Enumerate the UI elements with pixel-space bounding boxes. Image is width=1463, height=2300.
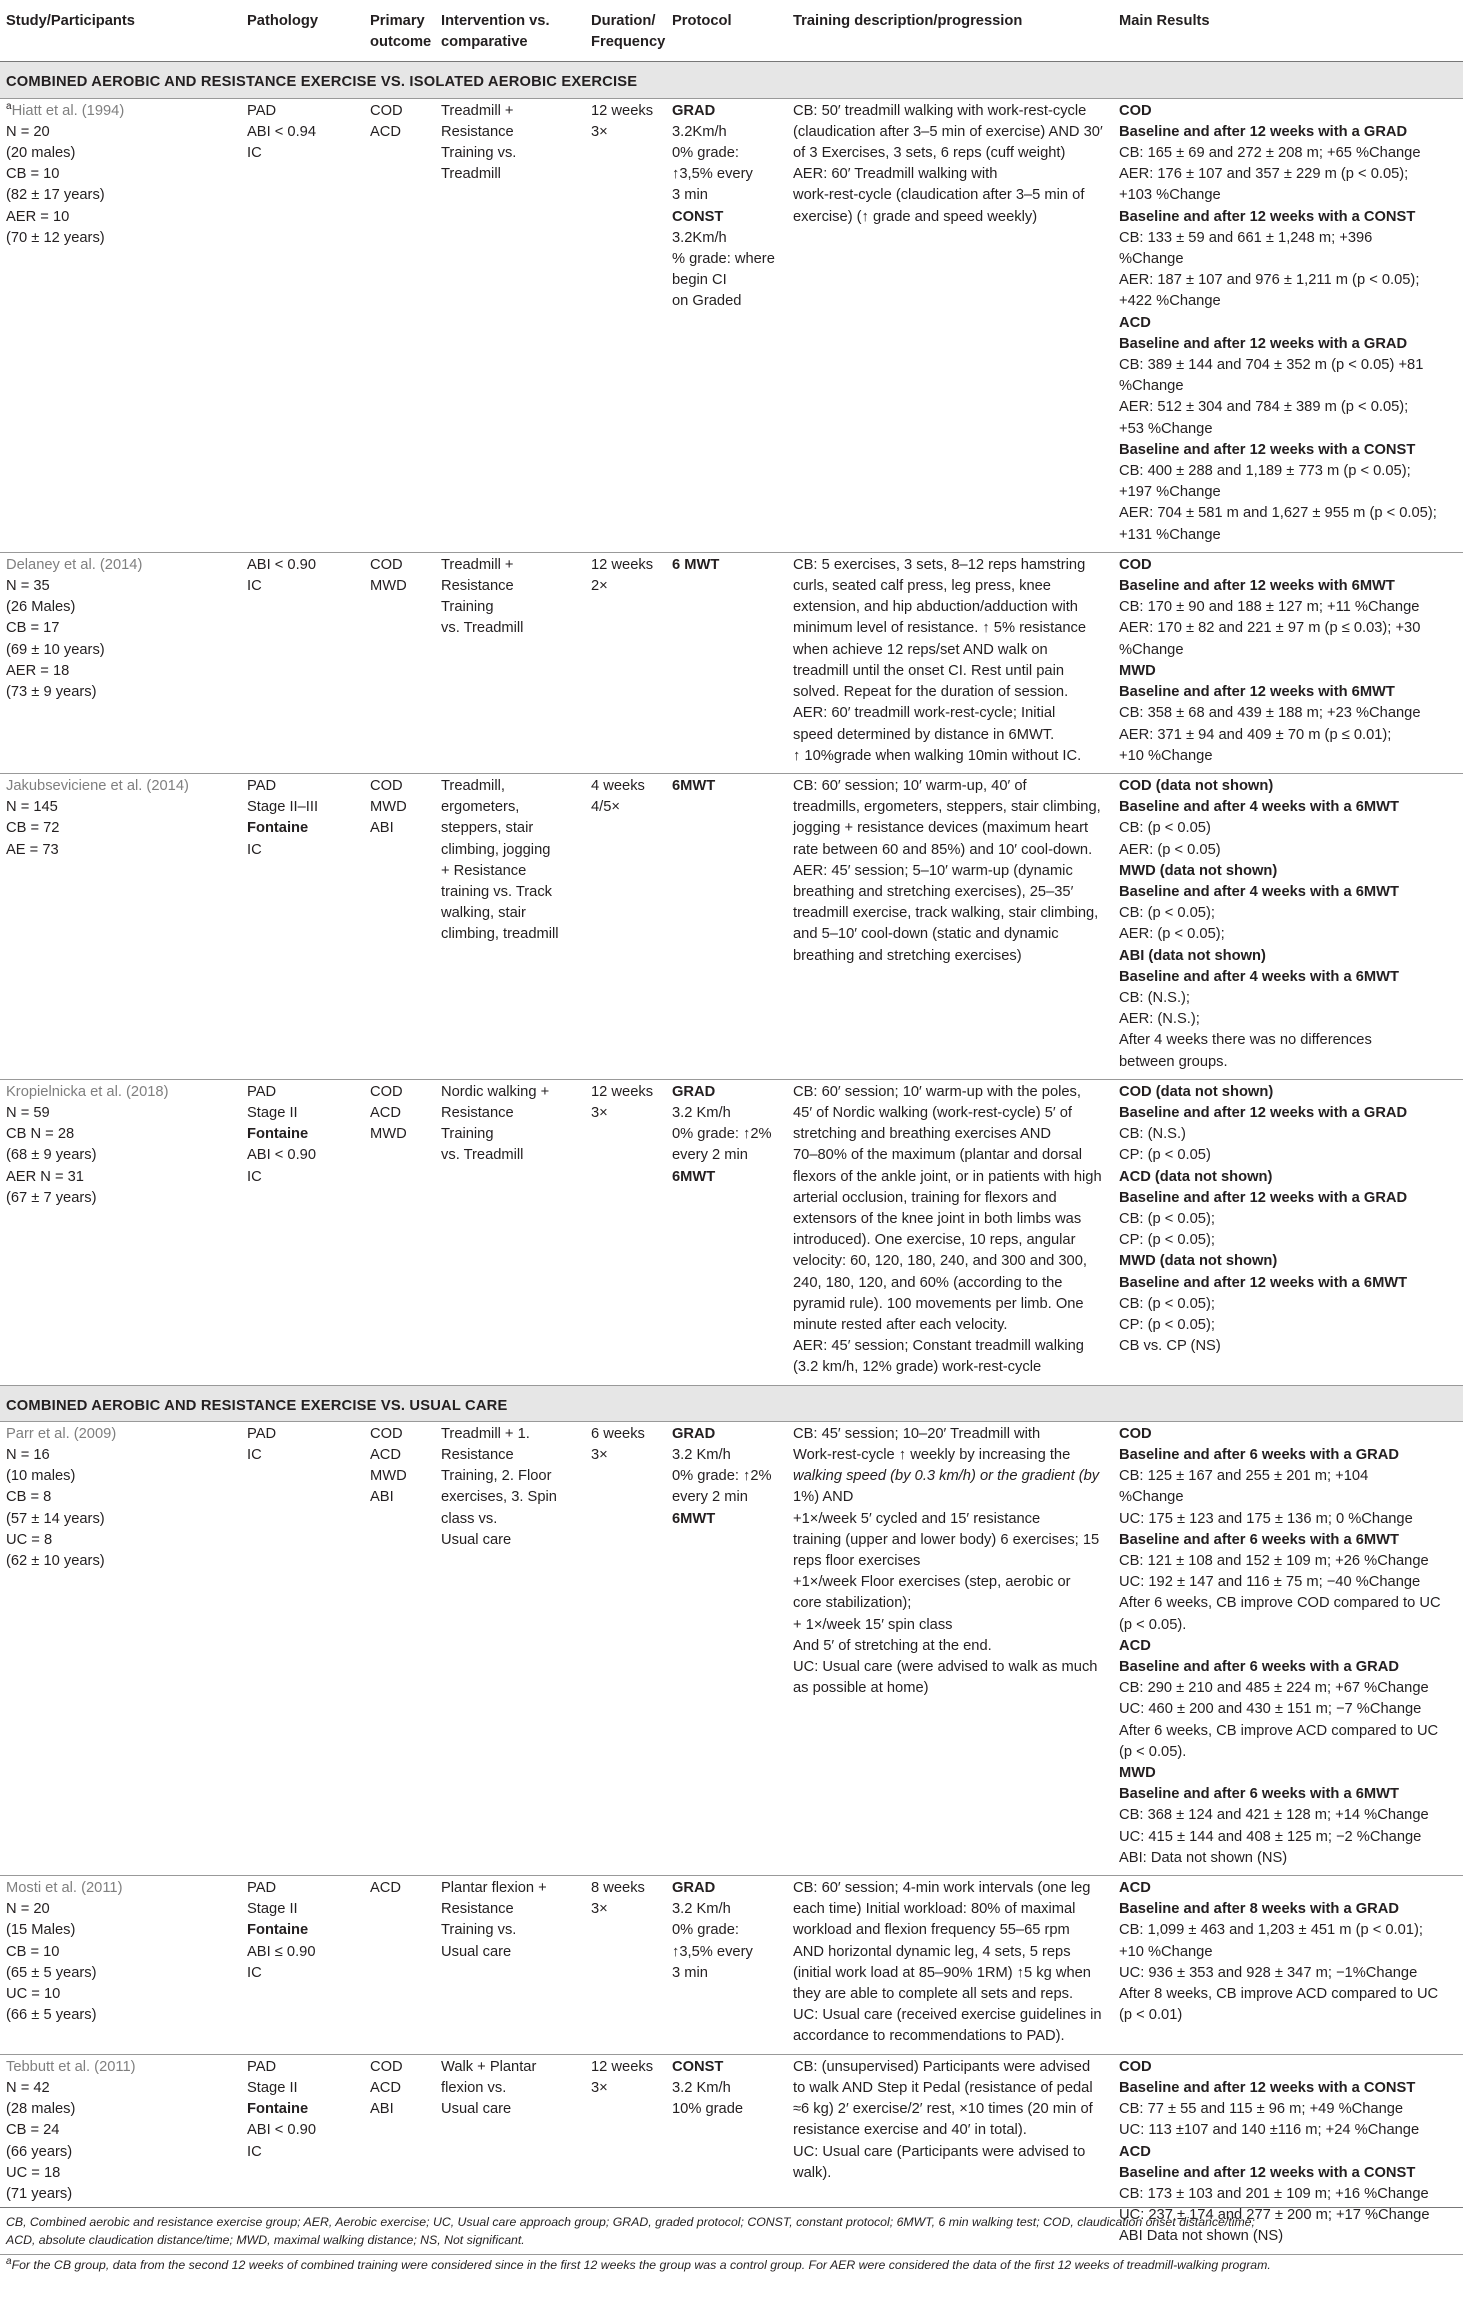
study-participants: Mosti et al. (2011) N = 20 (15 Males) CB = 10 (65 ± 5 years) UC = 10 (66 ± 5 years) — [0, 1876, 241, 2055]
protocol-cell: 6MWT — [672, 777, 716, 794]
pathology-cell: PAD IC — [247, 1425, 277, 1463]
duration-cell: 6 weeks 3× — [591, 1425, 645, 1463]
results-cell: COD Baseline and after 6 weeks with a GRAD CB: 125 ± 167 and 255 ± 201 m; +104 %Change UC: 175 ± 123 and 175 ± 136 m; 0 %Change Baseline and after 6 weeks with a 6MWT CB: 121 ± 108 and 152 ± 109 m; +26 %Change UC: 192 ± 147 and 116 ± 75 m; −40 %Change After 6 weeks, CB improve COD compared to UC (p < 0.05). ACD Baseline and after 6 weeks with a GRAD CB: 290 ± 210 and 485 ± 224 m; +67 %Change UC: 460 ± 200 and 430 ± 151 m; −7 %Change After 6 weeks, CB improve ACD compared to UC (p < 0.05). MWD Baseline and after 6 weeks with a 6MWT CB: 368 ± 124 and 421 ± 128 m; +14 %Change UC: 415 ± 144 and 408 ± 125 m; −2 %Change ABI: Data not shown (NS) — [1119, 1425, 1441, 1866]
study-reference: Jakubseviciene et al. (2014) — [6, 777, 189, 794]
results-cell: COD Baseline and after 12 weeks with a GRAD CB: 165 ± 69 and 272 ± 208 m; +65 %Change AER: 176 ± 107 and 357 ± 229 m (p < 0.05); +103 %Change Baseline and after 12 weeks with a CONST CB: 133 ± 59 and 661 ± 1,248 m; +396 %Change AER: 187 ± 107 and 976 ± 1,211 m (p < 0.05); +422 %Change ACD Baseline and after 12 weeks with a GRAD CB: 389 ± 144 and 704 ± 352 m (p < 0.05) +81 %Change AER: 512 ± 304 and 784 ± 389 m (p < 0.05); +53 %Change Baseline and after 12 weeks with a CONST CB: 400 ± 288 and 1,189 ± 773 m (p < 0.05); +197 %Change AER: 704 ± 581 m and 1,627 ± 955 m (p < 0.05); +131 %Change — [1119, 102, 1437, 543]
outcome-cell: COD MWD — [370, 556, 407, 595]
header-pathology: Pathology — [241, 0, 364, 62]
duration-cell: 12 weeks 3× — [591, 2058, 654, 2096]
study-participants: Tebbutt et al. (2011) N = 42 (28 males) CB = 24 (66 years) UC = 18 (71 years) — [0, 2054, 241, 2254]
intervention-cell: Treadmill + Resistance Training vs. Treadmill — [441, 556, 524, 637]
section-row — [0, 1385, 1463, 1421]
table-row — [0, 1079, 1463, 1385]
duration-cell: 12 weeks 3× — [591, 1083, 654, 1121]
training-cell: CB: 60′ session; 10′ warm-up, 40′ of treadmills, ergometers, steppers, stair climbing, jogging + resistance devices (maximum heart rate between 60 and 85%) and 10′ cool-down. AER: 45′ session; 5–10′ warm-up (dynamic breathing and stretching exercises), 25–35′ treadmill exercise, track walking, stair climbing, and 5–10′ cool-down (static and dynamic breathing and stretching exercises) — [793, 777, 1101, 964]
outcome-cell: COD ACD ABI — [370, 2058, 403, 2118]
table-bottom-rule — [0, 2207, 1463, 2208]
training-cell: CB: 5 exercises, 3 sets, 8–12 reps hamstring curls, seated calf press, leg press, knee extension, and hip abduction/adduction with minimum level of resistance. ↑ 5% resistance when achieve 12 reps/set AND walk on treadmill until the onset CI. Rest until pain solved. Repeat for the duration of session. AER: 60′ treadmill work-rest-cycle; Initial speed determined by distance in 6MWT. ↑ 10%grade when walking 10min without IC. — [793, 556, 1087, 764]
outcome-cell: ACD — [370, 1880, 402, 1897]
study-reference: Kropielnicka et al. (2018) — [6, 1083, 169, 1100]
header-primary-outcome: Primary outcome — [364, 0, 435, 62]
intervention-cell: Treadmill + 1. Resistance Training, 2. Floor exercises, 3. Spin class vs. Usual care — [441, 1425, 557, 1548]
footnote-abbreviations: CB, Combined aerobic and resistance exercise group; AER, Aerobic exercise; UC, Usual care approach group; GRAD, graded protocol; CONST, constant protocol; 6MWT, 6 min walking test; COD, claudication onset distance/time; ACD, absolute claudication distance/time; MWD, maximal walking distance; NS, Not significant. — [6, 2215, 1255, 2247]
duration-cell: 12 weeks 3× — [591, 102, 654, 140]
protocol-cell: GRAD 3.2 Km/h 0% grade: ↑3,5% every 3 min — [672, 1880, 753, 1981]
duration-cell: 4 weeks 4/5× — [591, 777, 645, 816]
intervention-cell: Nordic walking + Resistance Training vs. Treadmill — [441, 1083, 550, 1164]
section-title: COMBINED AEROBIC AND RESISTANCE EXERCISE VS. ISOLATED AEROBIC EXERCISE — [0, 62, 1463, 98]
outcome-cell: COD ACD MWD — [370, 1083, 407, 1143]
results-cell: ACD Baseline and after 8 weeks with a GRAD CB: 1,099 ± 463 and 1,203 ± 451 m (p < 0.01); +10 %Change UC: 936 ± 353 and 928 ± 347 m; −1%Change After 8 weeks, CB improve ACD compared to UC (p < 0.01) — [1119, 1880, 1439, 2024]
study-reference: Parr et al. (2009) — [6, 1425, 117, 1442]
study-participants: Jakubseviciene et al. (2014) N = 145 CB = 72 AE = 73 — [0, 773, 241, 1079]
duration-cell: 12 weeks 2× — [591, 556, 654, 595]
header-training: Training description/progression — [787, 0, 1113, 62]
protocol-cell: GRAD 3.2 Km/h 0% grade: ↑2% every 2 min 6MWT — [672, 1083, 772, 1185]
training-cell: CB: 60′ session; 10′ warm-up with the poles, 45′ of Nordic walking (work-rest-cycle) 5′ of stretching and breathing exercises AND 70–80% of the maximum (plantar and dorsal flexors of the ankle joint, or in patients with high arterial occlusion, training for flexors and extensors of the knee joint in both limbs was introduced). One exercise, 10 reps, angular velocity: 60, 120, 180, 240, and 300 and 300, 240, 180, 120, and 60% (according to the pyramid rule). 100 movements per limb. One minute rested after each velocity. AER: 45′ session; Constant treadmill walking (3.2 km/h, 12% grade) work-rest-cycle — [793, 1083, 1102, 1376]
header-row — [0, 0, 1463, 62]
pathology-cell: PAD Stage II–III Fontaine IC — [247, 777, 319, 858]
study-participants: Kropielnicka et al. (2018) N = 59 CB N = 28 (68 ± 9 years) AER N = 31 (67 ± 7 years) — [0, 1079, 241, 1385]
table-row — [0, 773, 1463, 1079]
header-protocol: Protocol — [666, 0, 787, 62]
outcome-cell: COD MWD ABI — [370, 777, 407, 837]
outcome-cell: COD ACD MWD ABI — [370, 1425, 407, 1506]
results-cell: COD (data not shown) Baseline and after 12 weeks with a GRAD CB: (N.S.) CP: (p < 0.05) ACD (data not shown) Baseline and after 12 weeks with a GRAD CB: (p < 0.05); CP: (p < 0.05); MWD (data not shown) Baseline and after 12 weeks with a 6MWT CB: (p < 0.05); CP: (p < 0.05); CB vs. CP (NS) — [1119, 1083, 1408, 1355]
protocol-cell: 6 MWT — [672, 556, 720, 573]
header-intervention: Intervention vs. comparative — [435, 0, 585, 62]
study-participants: Parr et al. (2009) N = 16 (10 males) CB = 8 (57 ± 14 years) UC = 8 (62 ± 10 years) — [0, 1421, 241, 1875]
pathology-cell: PAD Stage II Fontaine ABI ≤ 0.90 IC — [247, 1880, 316, 1981]
table-row — [0, 1421, 1463, 1875]
study-reference: Mosti et al. (2011) — [6, 1880, 123, 1897]
pathology-cell: PAD ABI < 0.94 IC — [247, 102, 316, 162]
intervention-cell: Walk + Plantar flexion vs. Usual care — [441, 2058, 537, 2118]
study-participants: Delaney et al. (2014) N = 35 (26 Males) CB = 17 (69 ± 10 years) AER = 18 (73 ± 9 years) — [0, 552, 241, 773]
intervention-cell: Treadmill + Resistance Training vs. Treadmill — [441, 102, 517, 183]
header-study: Study/Participants — [0, 0, 241, 62]
results-cell: COD Baseline and after 12 weeks with a CONST CB: 77 ± 55 and 115 ± 96 m; +49 %Change UC: 113 ±107 and 140 ±116 m; +24 %Change ACD Baseline and after 12 weeks with a CONST CB: 173 ± 103 and 201 ± 109 m; +16 %Change UC: 237 ± 174 and 277 ± 200 m; +17 %Change ABI Data not shown (NS) — [1119, 2058, 1430, 2245]
pathology-cell: PAD Stage II Fontaine ABI < 0.90 IC — [247, 1083, 316, 1185]
header-results: Main Results — [1113, 0, 1463, 62]
protocol-cell: CONST 3.2 Km/h 10% grade — [672, 2058, 744, 2118]
pathology-cell: ABI < 0.90 IC — [247, 556, 316, 595]
intervention-cell: Treadmill, ergometers, steppers, stair climbing, jogging + Resistance training vs. Track walking, stair climbing, treadmill — [441, 777, 559, 943]
results-cell: COD Baseline and after 12 weeks with 6MWT CB: 170 ± 90 and 188 ± 127 m; +11 %Change AER: 170 ± 82 and 221 ± 97 m (p ≤ 0.03); +30 %Change MWD Baseline and after 12 weeks with 6MWT CB: 358 ± 68 and 439 ± 188 m; +23 %Change AER: 371 ± 94 and 409 ± 70 m (p ≤ 0.01); +10 %Change — [1119, 556, 1421, 764]
study-reference: Tebbutt et al. (2011) — [6, 2058, 136, 2075]
header-duration: Duration/ Frequency — [585, 0, 666, 62]
table-row — [0, 552, 1463, 773]
results-cell: COD (data not shown) Baseline and after 4 weeks with a 6MWT CB: (p < 0.05) AER: (p < 0.05) MWD (data not shown) Baseline and after 4 weeks with a 6MWT CB: (p < 0.05); AER: (p < 0.05); ABI (data not shown) Baseline and after 4 weeks with a 6MWT CB: (N.S.); AER: (N.S.); After 4 weeks there was no differences between groups. — [1119, 777, 1399, 1070]
pathology-cell: PAD Stage II Fontaine ABI < 0.90 IC — [247, 2058, 316, 2160]
training-cell: CB: (unsupervised) Participants were advised to walk AND Step it Pedal (resistance of pedal ≈6 kg) 2′ exercise/2′ rest, ×10 times (20 min of resistance exercise and 40′ in total). UC: Usual care (Participants were advised to walk). — [793, 2058, 1093, 2181]
section-row — [0, 62, 1463, 98]
duration-cell: 8 weeks 3× — [591, 1880, 645, 1918]
training-cell: CB: 45′ session; 10–20′ Treadmill with Work-rest-cycle ↑ weekly by increasing the walking speed (by 0.3 km/h) or the gradient (by 1%) AND +1×/week 5′ cycled and 15′ resistance training (upper and lower body) 6 exercises; 15 reps floor exercises +1×/week Floor exercises (step, aerobic or core stabilization); + 1×/week 15′ spin class And 5′ of stretching at the end. UC: Usual care (were advised to walk as much as possible at home) — [793, 1425, 1100, 1697]
training-cell: CB: 60′ session; 4-min work intervals (one leg each time) Initial workload: 80% of maximal workload and flexion frequency 55–65 rpm AND horizontal dynamic leg, 4 sets, 5 reps (initial work load at 85–90% 1RM) ↑5 kg when they are able to complete all sets and reps. UC: Usual care (received exercise guidelines in accordance to recommendations to PAD). — [793, 1880, 1102, 2045]
section-title: COMBINED AEROBIC AND RESISTANCE EXERCISE VS. USUAL CARE — [0, 1385, 1463, 1421]
protocol-cell: GRAD 3.2Km/h 0% grade: ↑3,5% every 3 min CONST 3.2Km/h % grade: where begin CI on Graded — [672, 102, 775, 310]
study-reference: Hiatt et al. (1994) — [11, 102, 125, 119]
protocol-cell: GRAD 3.2 Km/h 0% grade: ↑2% every 2 min 6MWT — [672, 1425, 772, 1527]
training-cell: CB: 50′ treadmill walking with work-rest-cycle (claudication after 3–5 min of exercise) AND 30′ of 3 Exercises, 3 sets, 6 reps (cuff weight) AER: 60′ Treadmill walking with work-rest-cycle (claudication after 3–5 min of exercise) (↑ grade and speed weekly) — [793, 102, 1103, 225]
table-row — [0, 98, 1463, 552]
intervention-cell: Plantar flexion + Resistance Training vs. Usual care — [441, 1880, 547, 1960]
study-participants: $^a$Hiatt et al. (1994) N = 20 (20 males) CB = 10 (82 ± 17 years) AER = 10 (70 ± 12 years) — [6, 100, 125, 246]
footnote-a: $^a$For the CB group, data from the second 12 weeks of combined training were considered since in the first 12 weeks the group was a control group. For AER were considered the data of the first 12 weeks of treadmill-walking program. — [6, 2255, 1271, 2272]
study-reference: Delaney et al. (2014) — [6, 556, 143, 573]
outcome-cell: COD ACD — [370, 102, 403, 140]
table-row — [0, 1876, 1463, 2055]
